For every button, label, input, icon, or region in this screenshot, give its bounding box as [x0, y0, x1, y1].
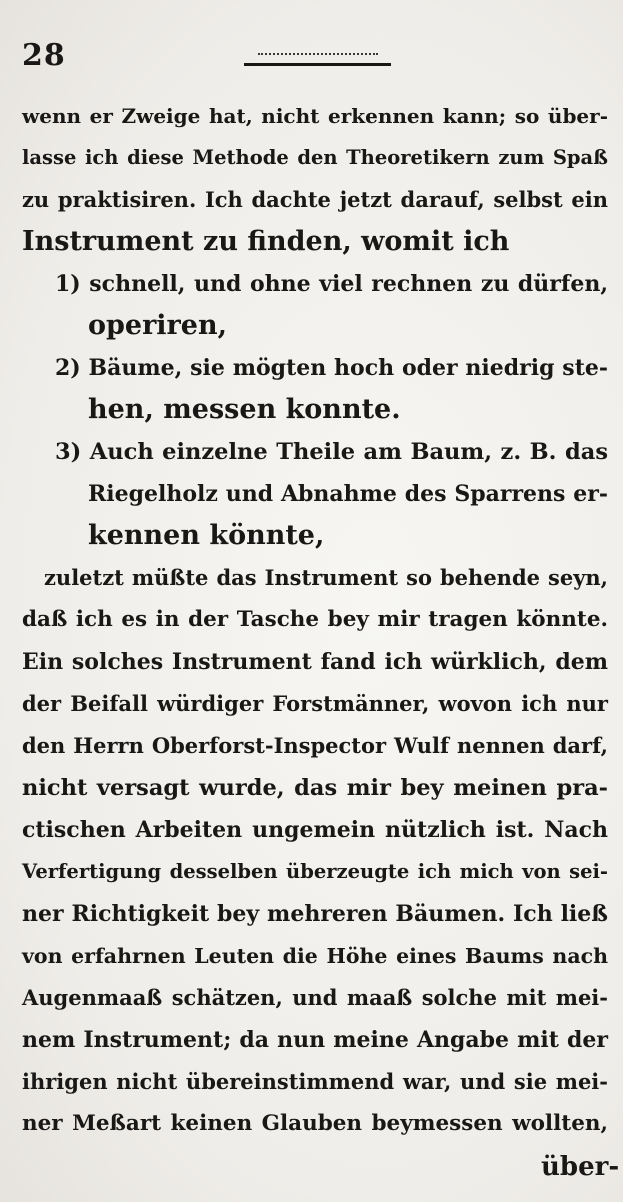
header-ornament-dots — [258, 53, 378, 59]
text-line: Ein solches Instrument fand ich würklich, dem — [22, 649, 608, 675]
text-line: ctischen Arbeiten ungemein nützlich ist. Nach — [22, 817, 608, 843]
list-item-line: hen, messen konnte. — [88, 394, 401, 425]
text-line: daß ich es in der Tasche bey mir tragen könnte. — [22, 607, 608, 632]
text-line: den Herrn Oberforst-Inspector Wulf nennen darf, — [22, 733, 608, 758]
list-item-line: kennen könnte, — [88, 520, 325, 551]
text-line: Verfertigung desselben überzeugte ich mich von sei- — [22, 860, 608, 883]
catchword: über- — [541, 1152, 620, 1182]
text-line: nicht versagt wurde, das mir bey meinen pra- — [22, 775, 608, 801]
list-item-line: 3) Auch einzelne Theile am Baum, z. B. das — [55, 439, 608, 465]
page-header — [0, 0, 623, 90]
text-line: Instrument zu finden, womit ich — [22, 226, 510, 257]
text-line: ner Richtigkeit bey mehreren Bäumen. Ich ließ — [22, 901, 608, 927]
text-line: ihrigen nicht übereinstimmend war, und sie mei- — [22, 1069, 608, 1094]
list-item-line: Riegelholz und Abnahme des Sparrens er- — [88, 481, 608, 507]
list-item-line: 2) Bäume, sie mögten hoch oder niedrig ste- — [55, 355, 608, 381]
list-item-line: 1) schnell, und ohne viel rechnen zu dürfen, — [55, 271, 608, 297]
text-line: lasse ich diese Methode den Theoretikern zum Spaß — [22, 146, 608, 169]
text-line: ner Meßart keinen Glauben beymessen wollten, — [22, 1111, 608, 1136]
header-rule — [244, 63, 391, 66]
text-line: der Beifall würdiger Forstmänner, wovon ich nur — [22, 691, 608, 716]
text-line: zu praktisiren. Ich dachte jetzt darauf, selbst ein — [22, 187, 608, 212]
text-line: nem Instrument; da nun meine Angabe mit der — [22, 1027, 608, 1053]
list-item-line: operiren, — [88, 310, 227, 341]
text-line: wenn er Zweige hat, nicht erkennen kann; so über- — [22, 104, 608, 128]
page-number: 28 — [22, 38, 66, 73]
text-line: Augenmaaß schätzen, und maaß solche mit mei- — [22, 985, 608, 1010]
text-line: von erfahrnen Leuten die Höhe eines Baums nach — [22, 944, 608, 968]
text-line: zuletzt müßte das Instrument so behende seyn, — [44, 565, 608, 590]
